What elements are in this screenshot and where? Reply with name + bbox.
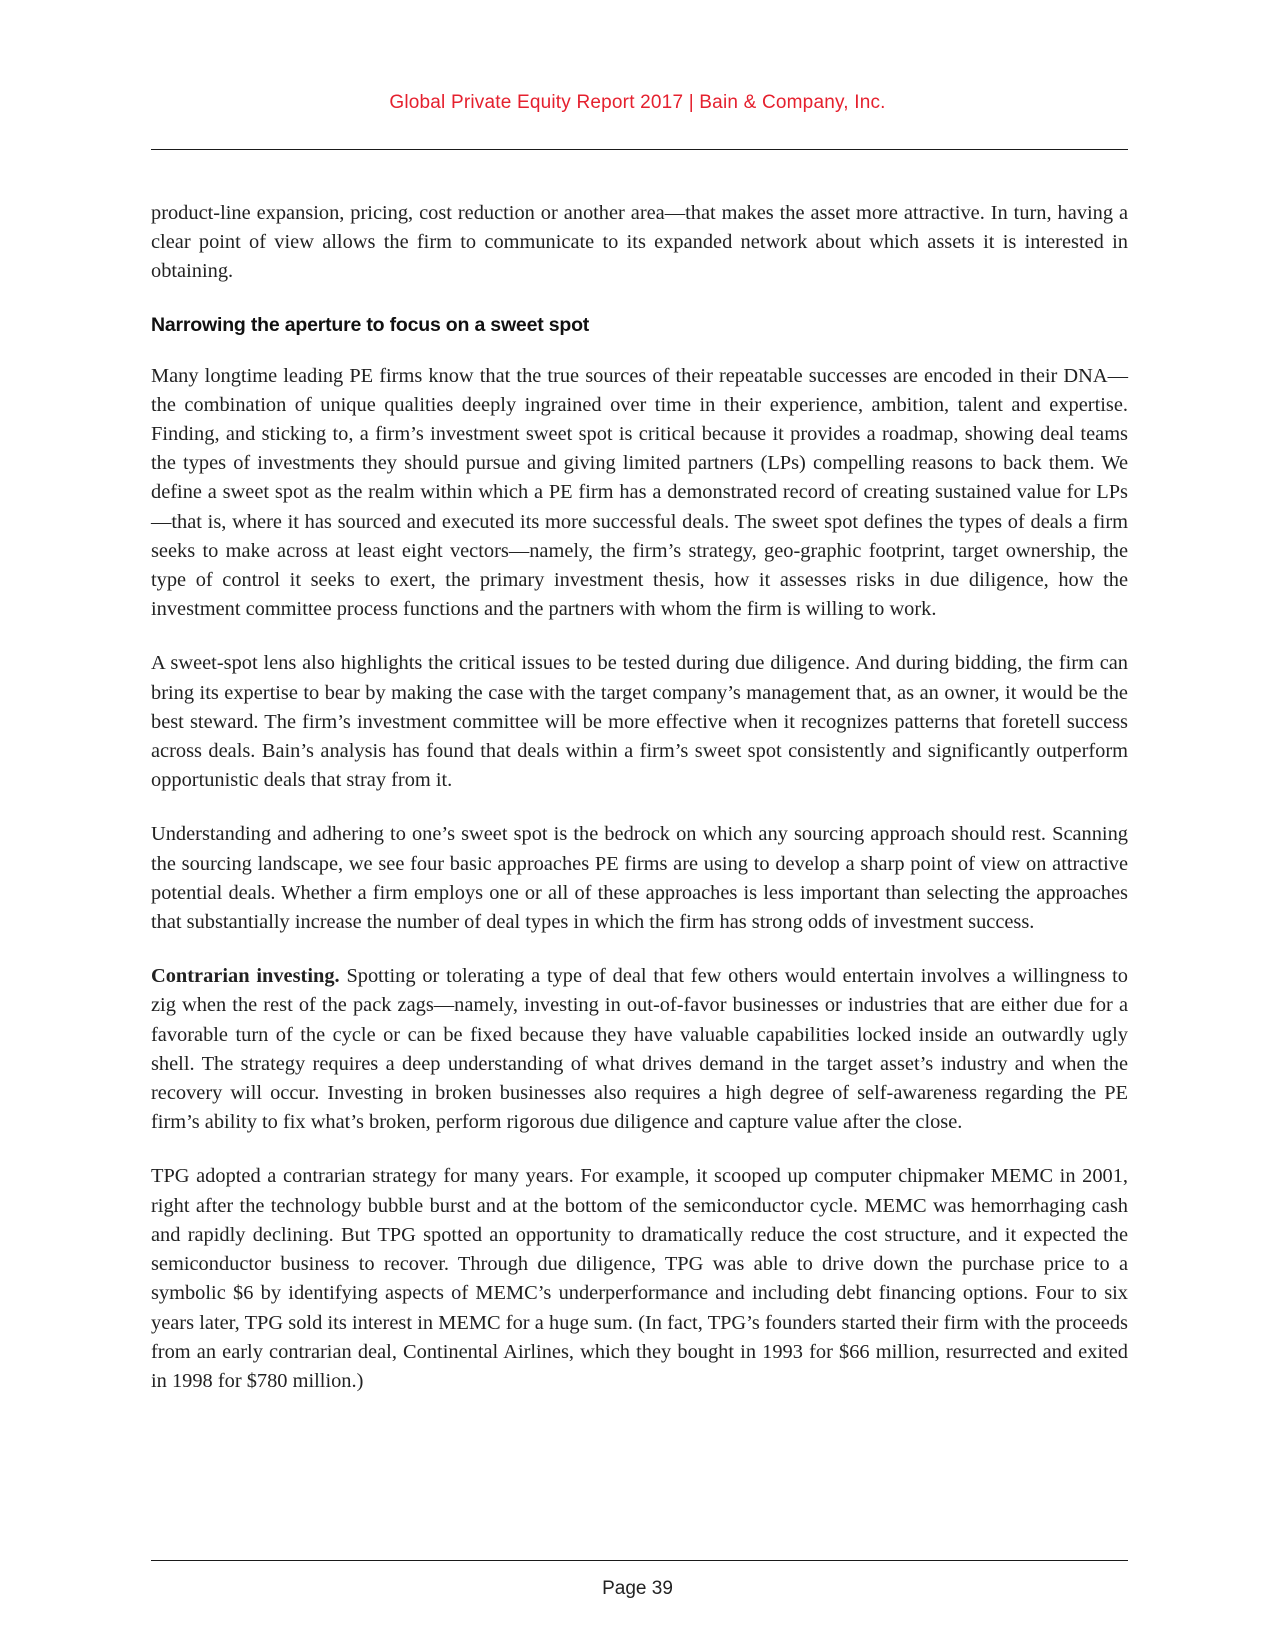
understanding-paragraph: Understanding and adhering to one’s sweet spot is the bedrock on which any sourcing approach should rest. Scanning the sourcing landscape, we see four basic approaches PE firms are using to develop a sharp point of view on attractive potential deals. Whether a firm employs one or all of these approaches is less important than selecting the approaches that substantially increase the number of deal types in which the firm has strong odds of investment success. xyxy=(151,823,1128,934)
page-body xyxy=(151,199,1128,1421)
page-number: Page 39 xyxy=(602,1578,673,1599)
contrarian-paragraph xyxy=(151,962,1128,1137)
contrarian-lead-in: Contrarian investing. xyxy=(151,965,340,988)
lens-paragraph: A sweet-spot lens also highlights the critical issues to be tested during due diligence. And during bidding, the firm can bring its expertise to bear by making the case with the target company’s management that, as an owner, it would be the best steward. The firm’s investment committee will be more effective when it recognizes patterns that foretell success across deals. Bain’s analysis has found that deals within a firm’s sweet spot consistently and significantly outperform opportunistic deals that stray from it. xyxy=(151,652,1128,792)
footer-rule xyxy=(151,1560,1128,1561)
tpg-paragraph: TPG adopted a contrarian strategy for many years. For example, it scooped up computer chipmaker MEMC in 2001, right after the technology bubble burst and at the bottom of the semiconductor cycle. MEMC was hemorrhaging cash and rapidly declining. But TPG spotted an opportunity to dramatically reduce the cost structure, and it expected the semiconductor business to recover. Through due diligence, TPG was able to drive down the purchase price to a symbolic $6 by identifying aspects of MEMC’s underperformance and including debt financing options. Four to six years later, TPG sold its interest in MEMC for a huge sum. (In fact, TPG’s founders started their firm with the proceeds from an early contrarian deal, Continental Airlines, which they bought in 1993 for $66 million, resurrected and exited in 1998 for $780 million.) xyxy=(151,1165,1128,1392)
running-head: Global Private Equity Report 2017 | Bain & Company, Inc. xyxy=(389,92,886,113)
intro-paragraph: product-line expansion, pricing, cost reduction or another area—that makes the asset more attractive. In turn, having a clear point of view allows the firm to communicate to its expanded network about which assets it is interested in obtaining. xyxy=(151,202,1128,283)
sweet-spot-paragraph: Many longtime leading PE firms know that the true sources of their repeatable successes are encoded in their DNA—the combination of unique qualities deeply ingrained over time in their experience, ambition, talent and expertise. Finding, and sticking to, a firm’s investment sweet spot is critical because it provides a roadmap, showing deal teams the types of investments they should pursue and giving limited partners (LPs) compelling reasons to back them. We define a sweet spot as the realm within which a PE firm has a demonstrated record of creating sustained value for LPs—that is, where it has sourced and executed its more successful deals. The sweet spot defines the types of deals a firm seeks to make across at least eight vectors—namely, the firm’s strategy, geo-graphic footprint, target ownership, the type of control it seeks to exert, the primary investment thesis, how it assesses risks in due diligence, how the investment committee process functions and the partners with whom the firm is willing to work. xyxy=(151,364,1128,621)
section-heading: Narrowing the aperture to focus on a sweet spot xyxy=(151,313,590,336)
contrarian-text: Spotting or tolerating a type of deal that few others would entertain involves a willingness to zig when the rest of the pack zags—namely, investing in out-of-favor businesses or industries that are either due for a favorable turn of the cycle or can be fixed because they have valuable capabilities locked inside an outwardly ugly shell. The strategy requires a deep understanding of what drives demand in the target asset’s industry and when the recovery will occur. Investing in broken businesses also requires a high degree of self-awareness regarding the PE firm’s ability to fix what’s broken, perform rigorous due diligence and capture value after the close. xyxy=(151,965,1129,1134)
header-rule xyxy=(151,149,1128,150)
